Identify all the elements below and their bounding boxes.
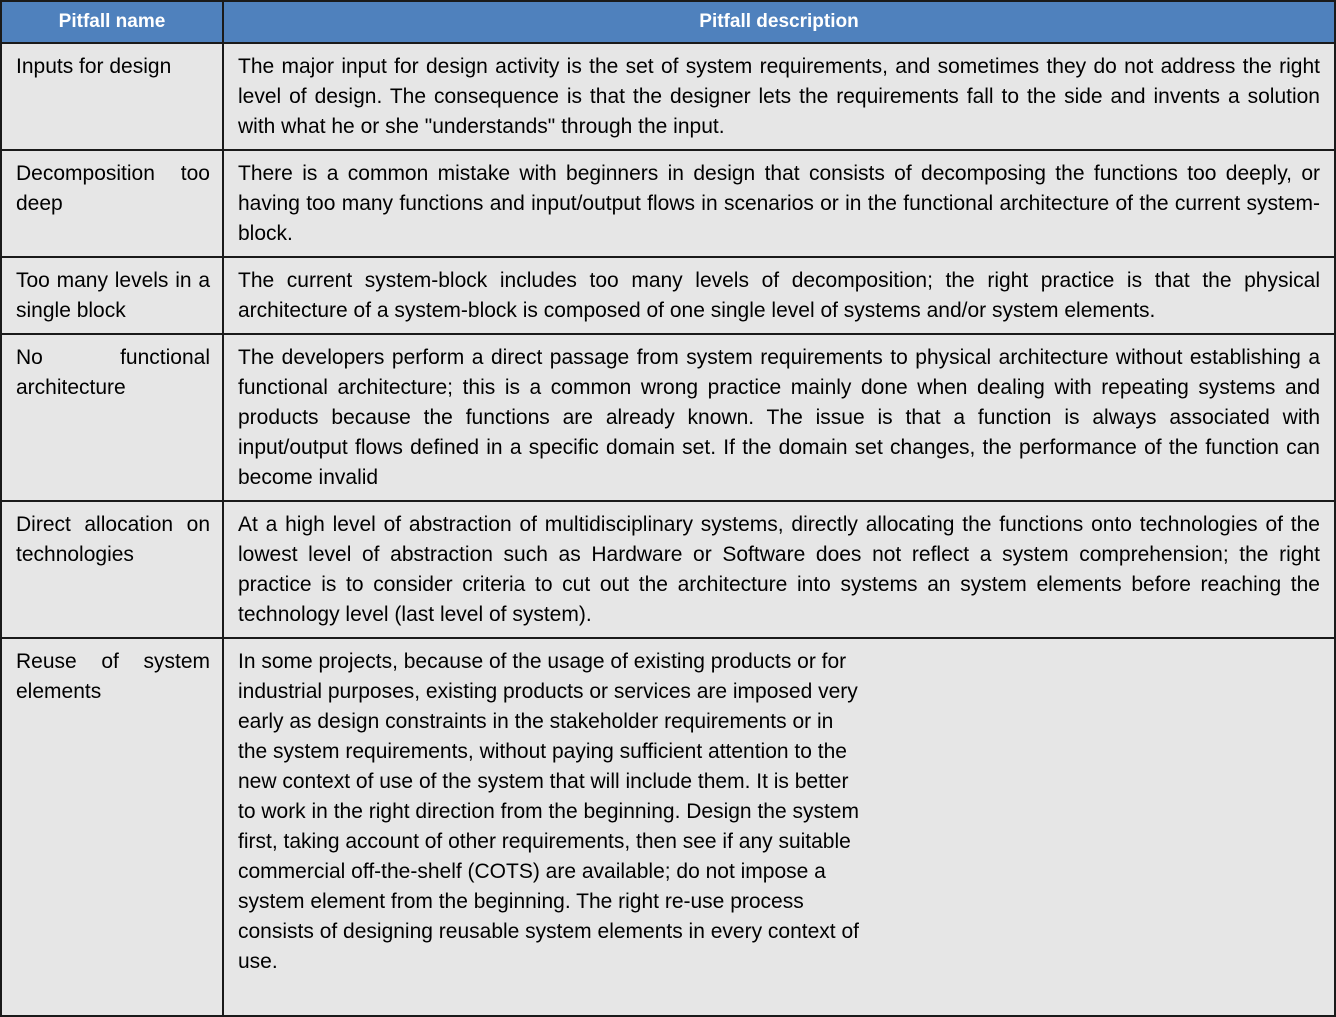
- table-row: [1, 501, 1335, 638]
- table-row: [1, 638, 1335, 1016]
- pitfall-description-text: In some projects, because of the usage of existing products or for industrial purposes, existing products or services are imposed very early as design constraints in the stakeholder requirements or in the system requirements, without paying sufficient attention to the new context of use of the system that will include them. It is better to work in the right direction from the beginning. Design the system first, taking account of other requirements, then see if any suitable commercial off-the-shelf (COTS) are available; do not impose a system element from the beginning. The right re-use process consists of designing reusable system elements in every context of use.: [238, 650, 859, 973]
- table-row: [1, 43, 1335, 150]
- table-row: [1, 257, 1335, 334]
- pitfall-name-cell: No functional architecture: [1, 334, 223, 501]
- pitfall-description-cell: The developers perform a direct passage from system requirements to physical architecture without establishing a functional architecture; this is a common wrong practice mainly done when dealing with repeating systems and products because the functions are already known. The issue is that a function is always associated with input/output flows defined in a specific domain set. If the domain set changes, the performance of the function can become invalid: [223, 334, 1335, 501]
- pitfall-description-cell: The major input for design activity is the set of system requirements, and sometimes they do not address the right level of design. The consequence is that the designer lets the requirements fall to the side and invents a solution with what he or she "understands" through the input.: [223, 43, 1335, 150]
- pitfall-description-cell: [223, 638, 1335, 1016]
- table-row: [1, 150, 1335, 257]
- pitfall-description-cell: The current system-block includes too many levels of decomposition; the right practice is that the physical architecture of a system-block is composed of one single level of systems and/or system elements.: [223, 257, 1335, 334]
- pitfall-name-cell: Direct allocation on technologies: [1, 501, 223, 638]
- header-row: [1, 1, 1335, 43]
- pitfall-description-cell: There is a common mistake with beginners in design that consists of decomposing the functions too deeply, or having too many functions and input/output flows in scenarios or in the functional architecture of the current system-block.: [223, 150, 1335, 257]
- header-pitfall-description: Pitfall description: [223, 1, 1335, 43]
- pitfall-name-cell: Reuse of system elements: [1, 638, 223, 1016]
- pitfall-name-cell: Too many levels in a single block: [1, 257, 223, 334]
- pitfall-description-cell: At a high level of abstraction of multidisciplinary systems, directly allocating the functions onto technologies of the lowest level of abstraction such as Hardware or Software does not reflect a system comprehension; the right practice is to consider criteria to cut out the architecture into systems an system elements before reaching the technology level (last level of system).: [223, 501, 1335, 638]
- pitfall-name-cell: Decomposition too deep: [1, 150, 223, 257]
- pitfall-name-cell: Inputs for design: [1, 43, 223, 150]
- table-row: [1, 334, 1335, 501]
- header-pitfall-name: Pitfall name: [1, 1, 223, 43]
